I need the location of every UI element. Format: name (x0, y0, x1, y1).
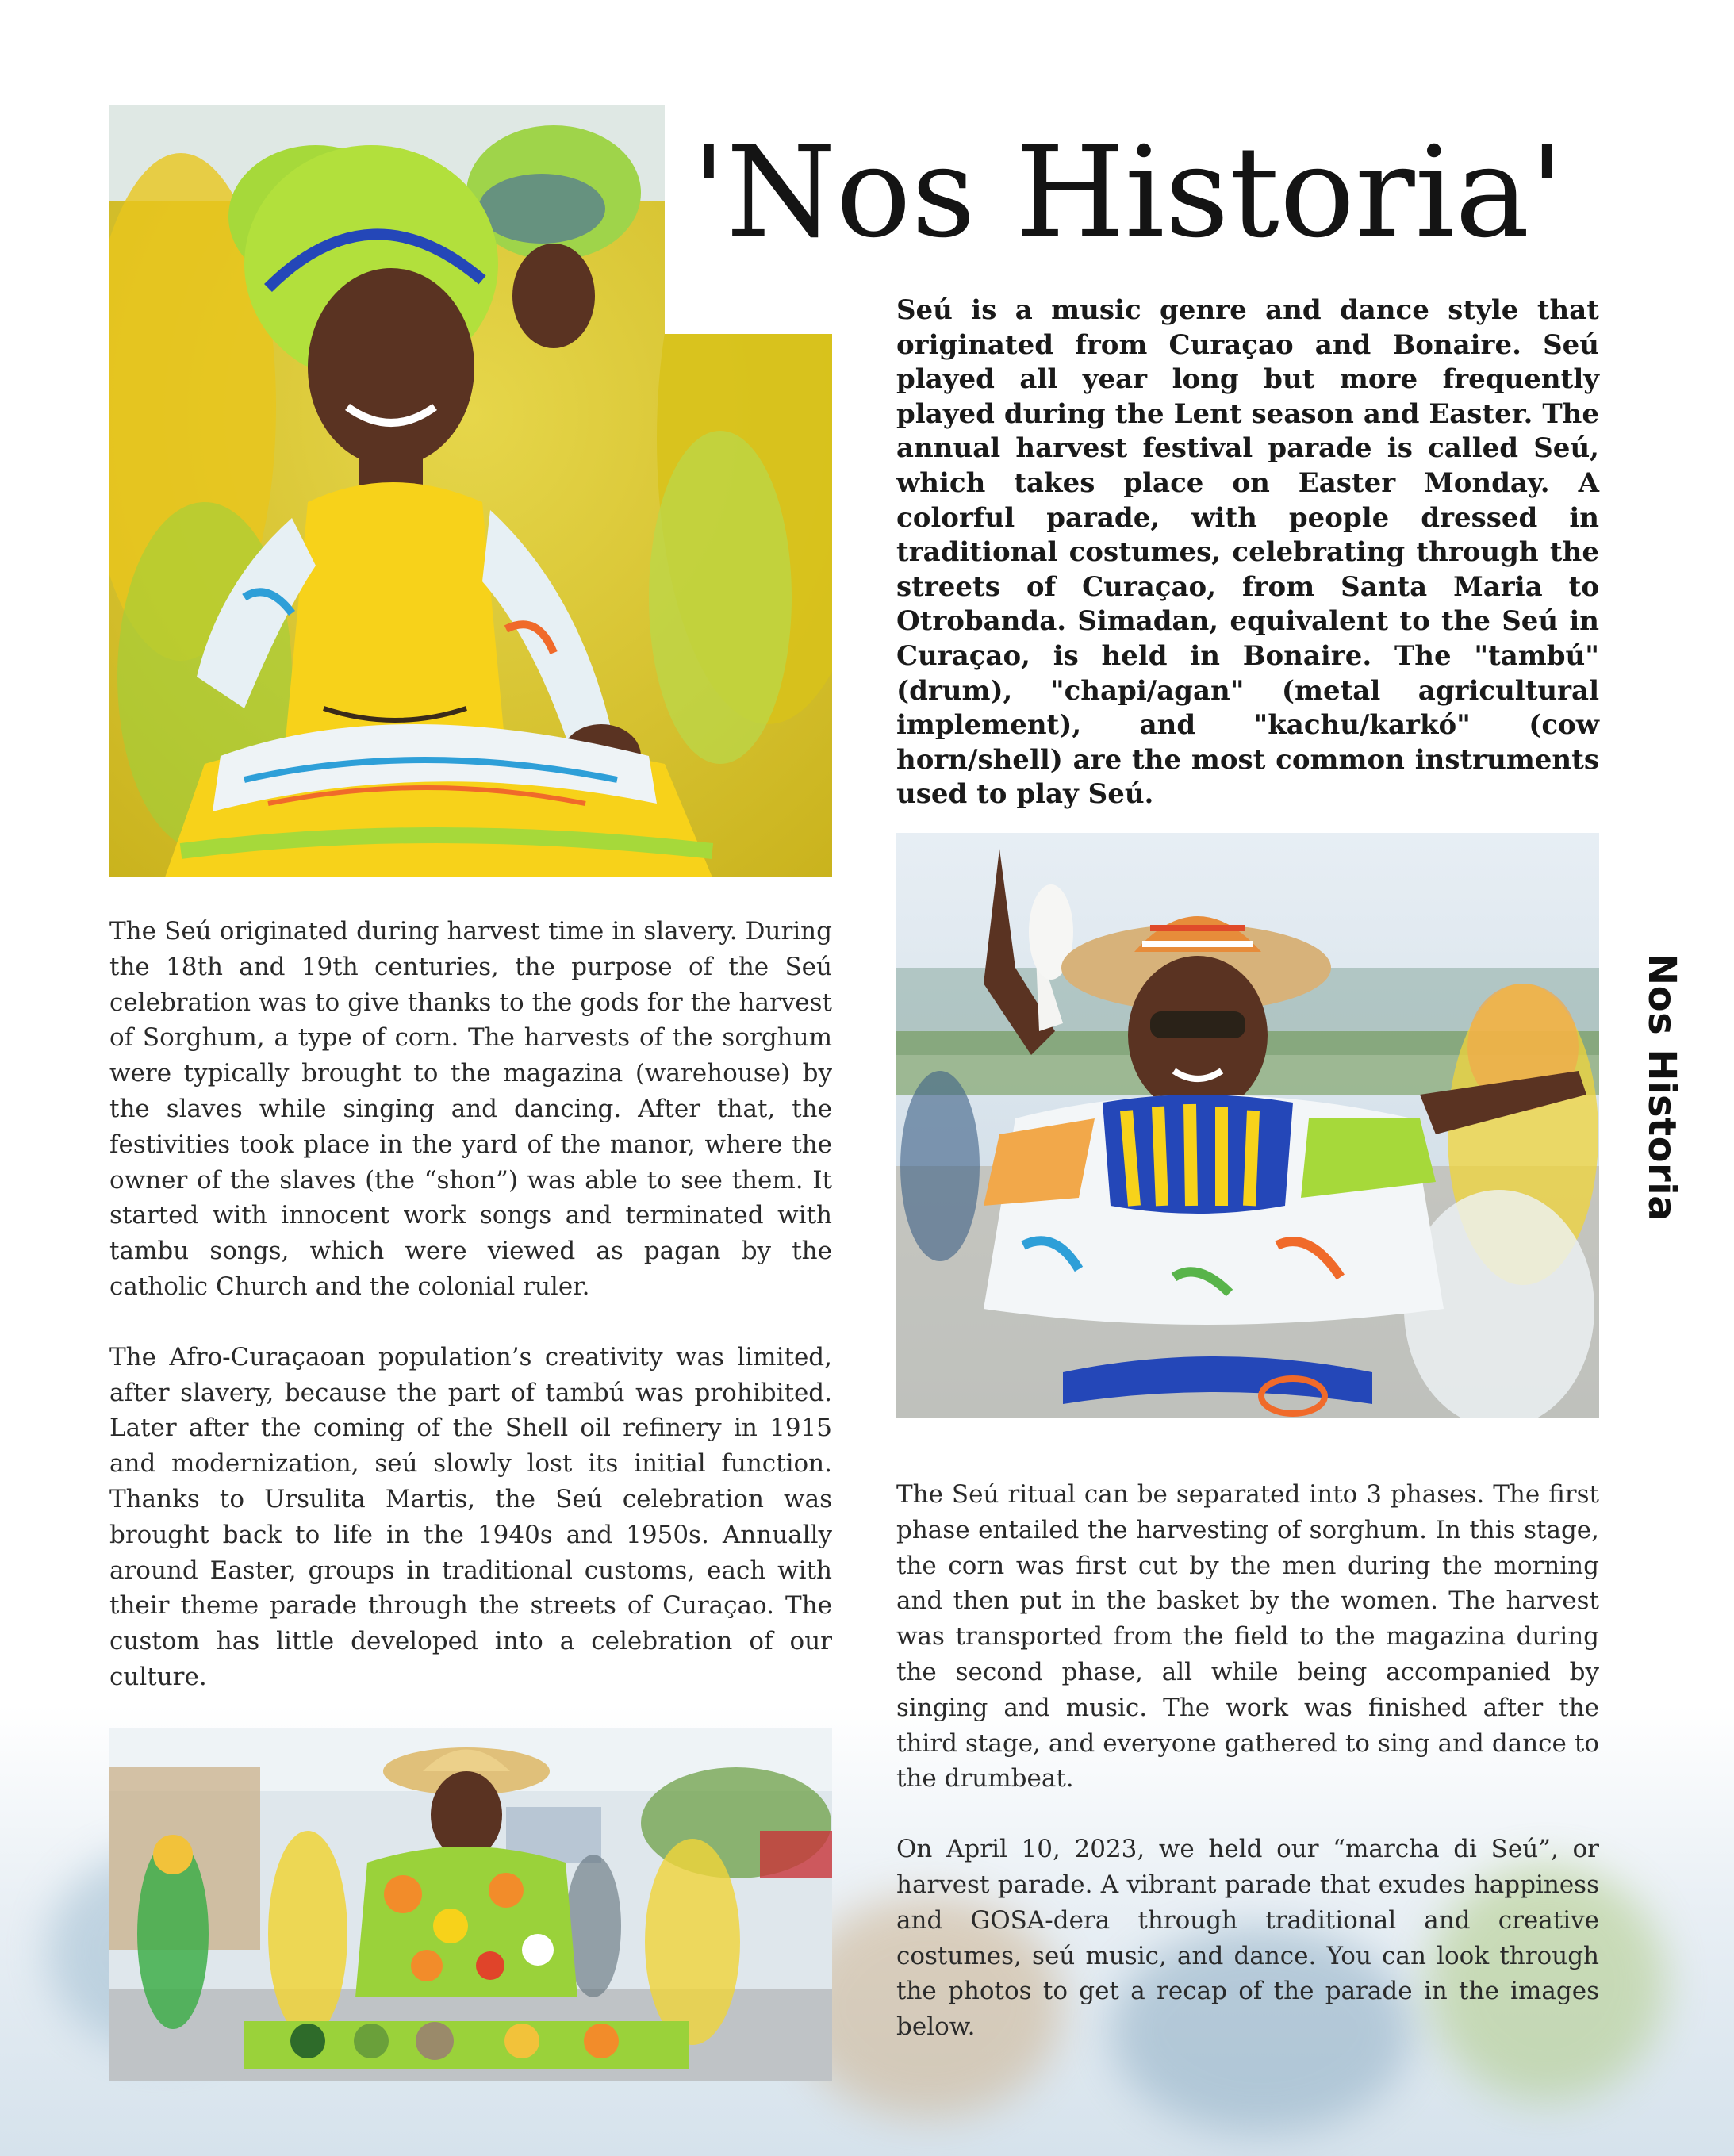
photo-man-straw-hat (896, 833, 1599, 1418)
right-paragraph-2: On April 10, 2023, we held our “marcha di Seú”, or harvest parade. A vibrant parade that exudes happiness and GOSA-dera through traditional and creative costumes, seú music, and dance. You can look through the photos to get a recap of the parade in the images below. (896, 1835, 1599, 2042)
intro-paragraph: Seú is a music genre and dance style that originated from Curaçao and Bonaire. Seú played all year long but more frequently played during the Lent season and Easter. The annual harvest festival parade is called Seú, which takes place on Easter Monday. A colorful parade, with people dressed in traditional costumes, celebrating through the streets of Curaçao, from Santa Maria to Otrobanda. Simadan, equivalent to the Seú in Curaçao, is held in Bonaire. The "tambú" (drum), "chapi/agan" (metal agricultural implement), and "kachu/karkó" (cow horn/shell) are the most common instruments used to play Seú. (896, 294, 1599, 811)
side-label-vertical: Nos Historia (1640, 953, 1684, 1222)
right-paragraph-1: The Seú ritual can be separated into 3 phases. The first phase entailed the harvesting of sorghum. In this stage, the corn was first cut by the men during the morning and then put in the basket by the women. The harvest was transported from the field to the magazina during the second phase, all while being accompanied by singing and music. The work was finished after the third stage, and everyone gathered to sing and dance to the drumbeat. (896, 1480, 1599, 1793)
left-paragraph-1: The Seú originated during harvest time in slavery. During the 18th and 19th centuries, the purpose of the Seú celebration was to give thanks to the gods for the harvest of Sorghum, a type of corn. The harvests of the sorghum were typically brought to the magazina (warehouse) by the slaves while singing and dancing. After that, the festivities took place in the yard of the manor, where the owner of the slaves (the “shon”) was able to see them. It started with innocent work songs and terminated with tambu songs, which were viewed as pagan by the catholic Church and the colonial ruler. (109, 917, 832, 1301)
right-column (896, 1477, 1599, 2045)
left-paragraph-2: The Afro-Curaçaoan population’s creativity was limited, after slavery, because the part of tambú was prohibited. Later after the coming of the Shell oil refinery in 1915 and modernization, seú slowly lost its initial function. Thanks to Ursulita Martis, the Seú celebration was brought back to life in the 1940s and 1950s. Annually around Easter, groups in traditional customs, each with their theme parade through the streets of Curaçao. The custom has little developed into a celebration of our culture. (109, 1342, 832, 1691)
paragraph-gap (109, 1305, 832, 1340)
left-column (109, 914, 832, 1695)
page-title: 'Nos Historia' (692, 120, 1564, 266)
paragraph-gap (896, 1797, 1599, 1832)
photo-man-fruit-costume (109, 1728, 832, 2081)
